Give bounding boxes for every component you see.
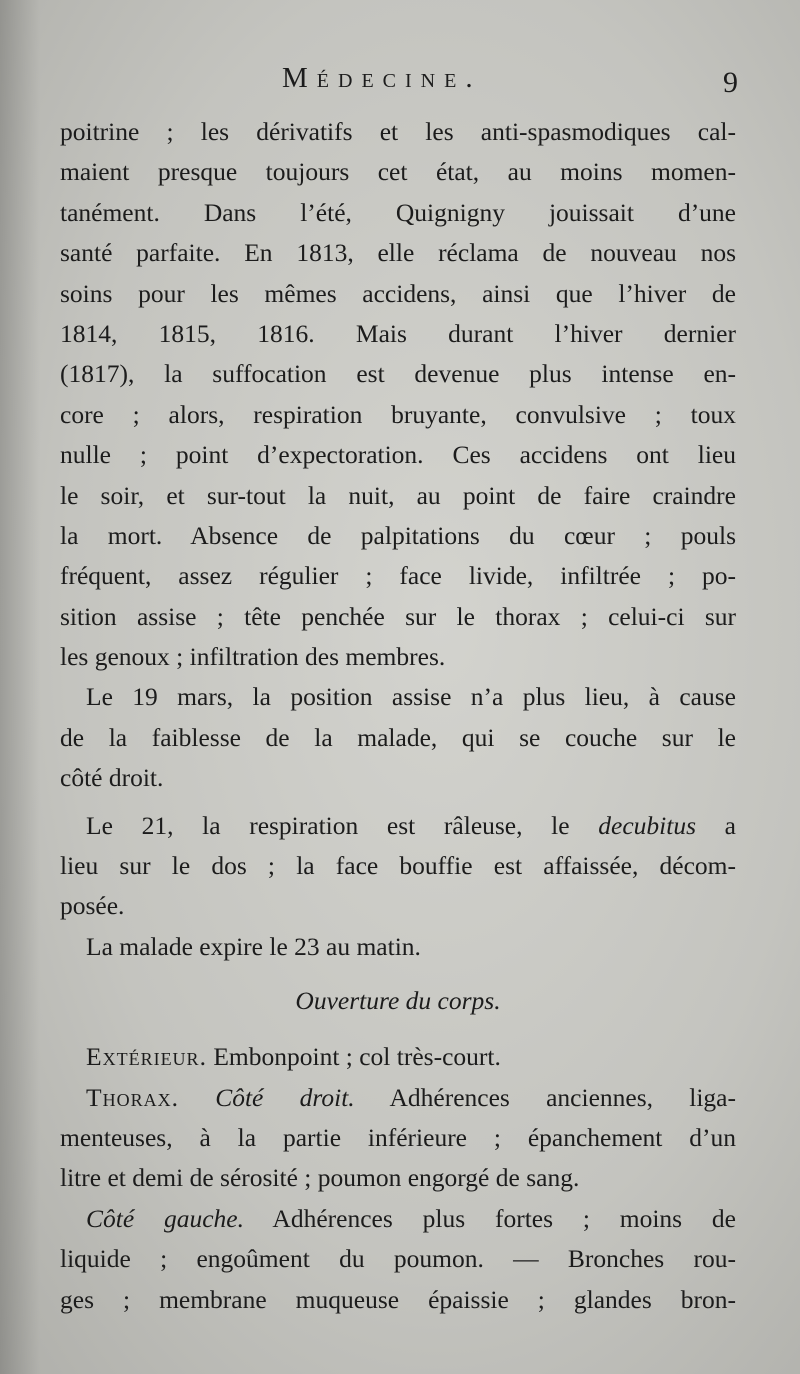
- text-run: Embonpoint ; col très-court.: [206, 1042, 501, 1072]
- text-line: tanément. Dans l’été, Quignigny jouissait d’une: [60, 197, 736, 227]
- page-shadow: [0, 0, 40, 1374]
- section-label: Extérieur.: [86, 1042, 207, 1072]
- text-line: sition assise ; tête penchée sur le thorax ; celui-ci sur: [60, 601, 736, 631]
- text-line: litre et demi de sérosité ; poumon engorgé de sang.: [60, 1163, 580, 1193]
- text-line: côté droit.: [60, 763, 164, 793]
- body-text: [60, 112, 736, 1320]
- text-line: [60, 1078, 736, 1118]
- text-line: menteuses, à la partie inférieure ; épanchement d’un: [60, 1122, 736, 1152]
- italic-term: decubitus: [598, 810, 696, 840]
- text-run: Le 21, la respiration est râleuse, le: [86, 810, 599, 840]
- text-line: [60, 1037, 736, 1077]
- text-line: soins pour les mêmes accidens, ainsi que l’hiver de: [60, 278, 736, 308]
- text-line: 1814, 1815, 1816. Mais durant l’hiver dernier: [60, 318, 736, 348]
- text-line: fréquent, assez régulier ; face livide, infiltrée ; po-: [60, 561, 736, 591]
- text-line: core ; alors, respiration bruyante, convulsive ; toux: [60, 399, 736, 429]
- text-line: poitrine ; les dérivatifs et les anti-spasmodiques cal-: [60, 117, 736, 146]
- paragraph-gap: [60, 799, 736, 806]
- section-heading: Ouverture du corps.: [295, 986, 501, 1016]
- page-header: [0, 62, 800, 102]
- text-line: santé parfaite. En 1813, elle réclama de nouveau nos: [60, 238, 736, 268]
- text-line: ges ; membrane muqueuse épaissie ; glandes bron-: [60, 1284, 736, 1314]
- text-run: Adhérences plus fortes ; moins de: [244, 1203, 736, 1233]
- text-run: Adhérences anciennes, liga-: [354, 1082, 736, 1112]
- running-head: Médecine.: [282, 62, 482, 94]
- text-line: Le 19 mars, la position assise n’a plus lieu, à cause: [86, 682, 736, 712]
- text-line: de la faiblesse de la malade, qui se couche sur le: [60, 722, 736, 752]
- text-line: nulle ; point d’expectoration. Ces accidens ont lieu: [60, 440, 736, 470]
- text-line: [60, 1199, 736, 1239]
- text-line: les genoux ; infiltration des membres.: [60, 642, 446, 672]
- text-line: la mort. Absence de palpitations du cœur ; pouls: [60, 520, 736, 550]
- text-line: lieu sur le dos ; la face bouffie est affaissée, décom-: [60, 851, 736, 881]
- text-line: (1817), la suffocation est devenue plus intense en-: [60, 359, 736, 389]
- text-line: posée.: [60, 891, 125, 921]
- italic-term: Côté gauche.: [86, 1203, 245, 1233]
- italic-term: Côté droit.: [215, 1082, 355, 1112]
- text-line: [60, 806, 736, 846]
- text-run: a: [696, 810, 736, 840]
- section-label: Thorax.: [86, 1082, 179, 1112]
- text-line: maient presque toujours cet état, au moins momen-: [60, 157, 736, 187]
- text-line: La malade expire le 23 au matin.: [86, 931, 421, 961]
- text-line: le soir, et sur-tout la nuit, au point de faire craindre: [60, 480, 736, 510]
- text-line: liquide ; engoûment du poumon. — Bronches rou-: [60, 1244, 736, 1274]
- page-number: 9: [723, 66, 738, 99]
- text-run: [179, 1083, 215, 1112]
